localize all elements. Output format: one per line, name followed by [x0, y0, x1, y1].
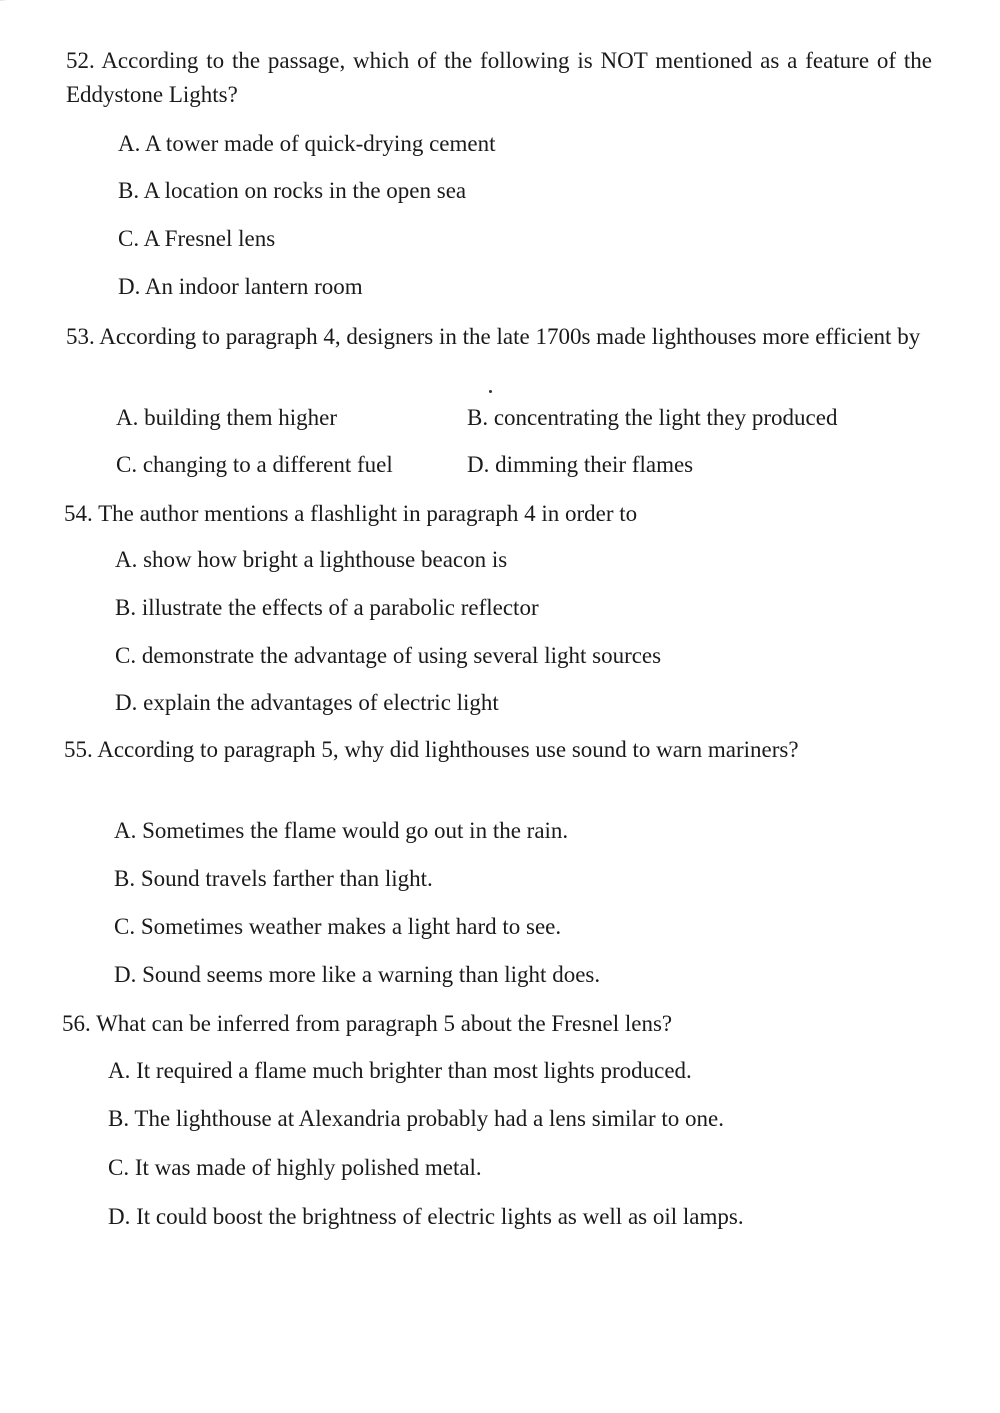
question-54-stem: 54. The author mentions a flashlight in paragraph 4 in order to	[64, 501, 638, 526]
question-54-option-d[interactable]: D. explain the advantages of electric light	[115, 690, 499, 715]
scan-corner-mark	[0, 0, 62, 15]
question-55-option-c[interactable]: C. Sometimes weather makes a light hard to see.	[114, 914, 562, 939]
stray-mark	[489, 390, 492, 393]
question-54-option-a[interactable]: A. show how bright a lighthouse beacon is	[115, 547, 508, 572]
question-52-option-a[interactable]: A. A tower made of quick-drying cement	[118, 131, 496, 156]
question-55-stem: 55. According to paragraph 5, why did lighthouses use sound to warn mariners?	[64, 737, 799, 762]
question-55-option-d[interactable]: D. Sound seems more like a warning than light does.	[114, 962, 601, 987]
question-56-option-d[interactable]: D. It could boost the brightness of electric lights as well as oil lamps.	[108, 1204, 744, 1229]
question-53-stem: 53. According to paragraph 4, designers in the late 1700s made lighthouses more efficient by	[66, 324, 921, 349]
question-53-option-b[interactable]: B. concentrating the light they produced	[467, 405, 838, 430]
question-53-option-c[interactable]: C. changing to a different fuel	[116, 452, 393, 477]
question-55-option-a[interactable]: A. Sometimes the flame would go out in the rain.	[114, 818, 569, 843]
question-52-stem: 52. According to the passage, which of the following is NOT mentioned as a feature of the Eddystone Lights?	[66, 48, 932, 107]
question-54-option-b[interactable]: B. illustrate the effects of a parabolic reflector	[115, 595, 539, 620]
question-52-option-c[interactable]: C. A Fresnel lens	[118, 226, 276, 251]
question-54-option-c[interactable]: C. demonstrate the advantage of using several light sources	[115, 643, 662, 668]
question-56-option-a[interactable]: A. It required a flame much brighter than most lights produced.	[108, 1058, 692, 1083]
question-56-option-b[interactable]: B. The lighthouse at Alexandria probably had a lens similar to one.	[108, 1106, 724, 1131]
question-53-option-d[interactable]: D. dimming their flames	[467, 452, 694, 477]
question-55-option-b[interactable]: B. Sound travels farther than light.	[114, 866, 433, 891]
question-52-option-b[interactable]: B. A location on rocks in the open sea	[118, 178, 467, 203]
question-52-option-d[interactable]: D. An indoor lantern room	[118, 274, 363, 299]
question-56-option-c[interactable]: C. It was made of highly polished metal.	[108, 1155, 482, 1180]
question-53-option-a[interactable]: A. building them higher	[116, 405, 338, 430]
question-56-stem: 56. What can be inferred from paragraph 5 about the Fresnel lens?	[62, 1011, 673, 1036]
